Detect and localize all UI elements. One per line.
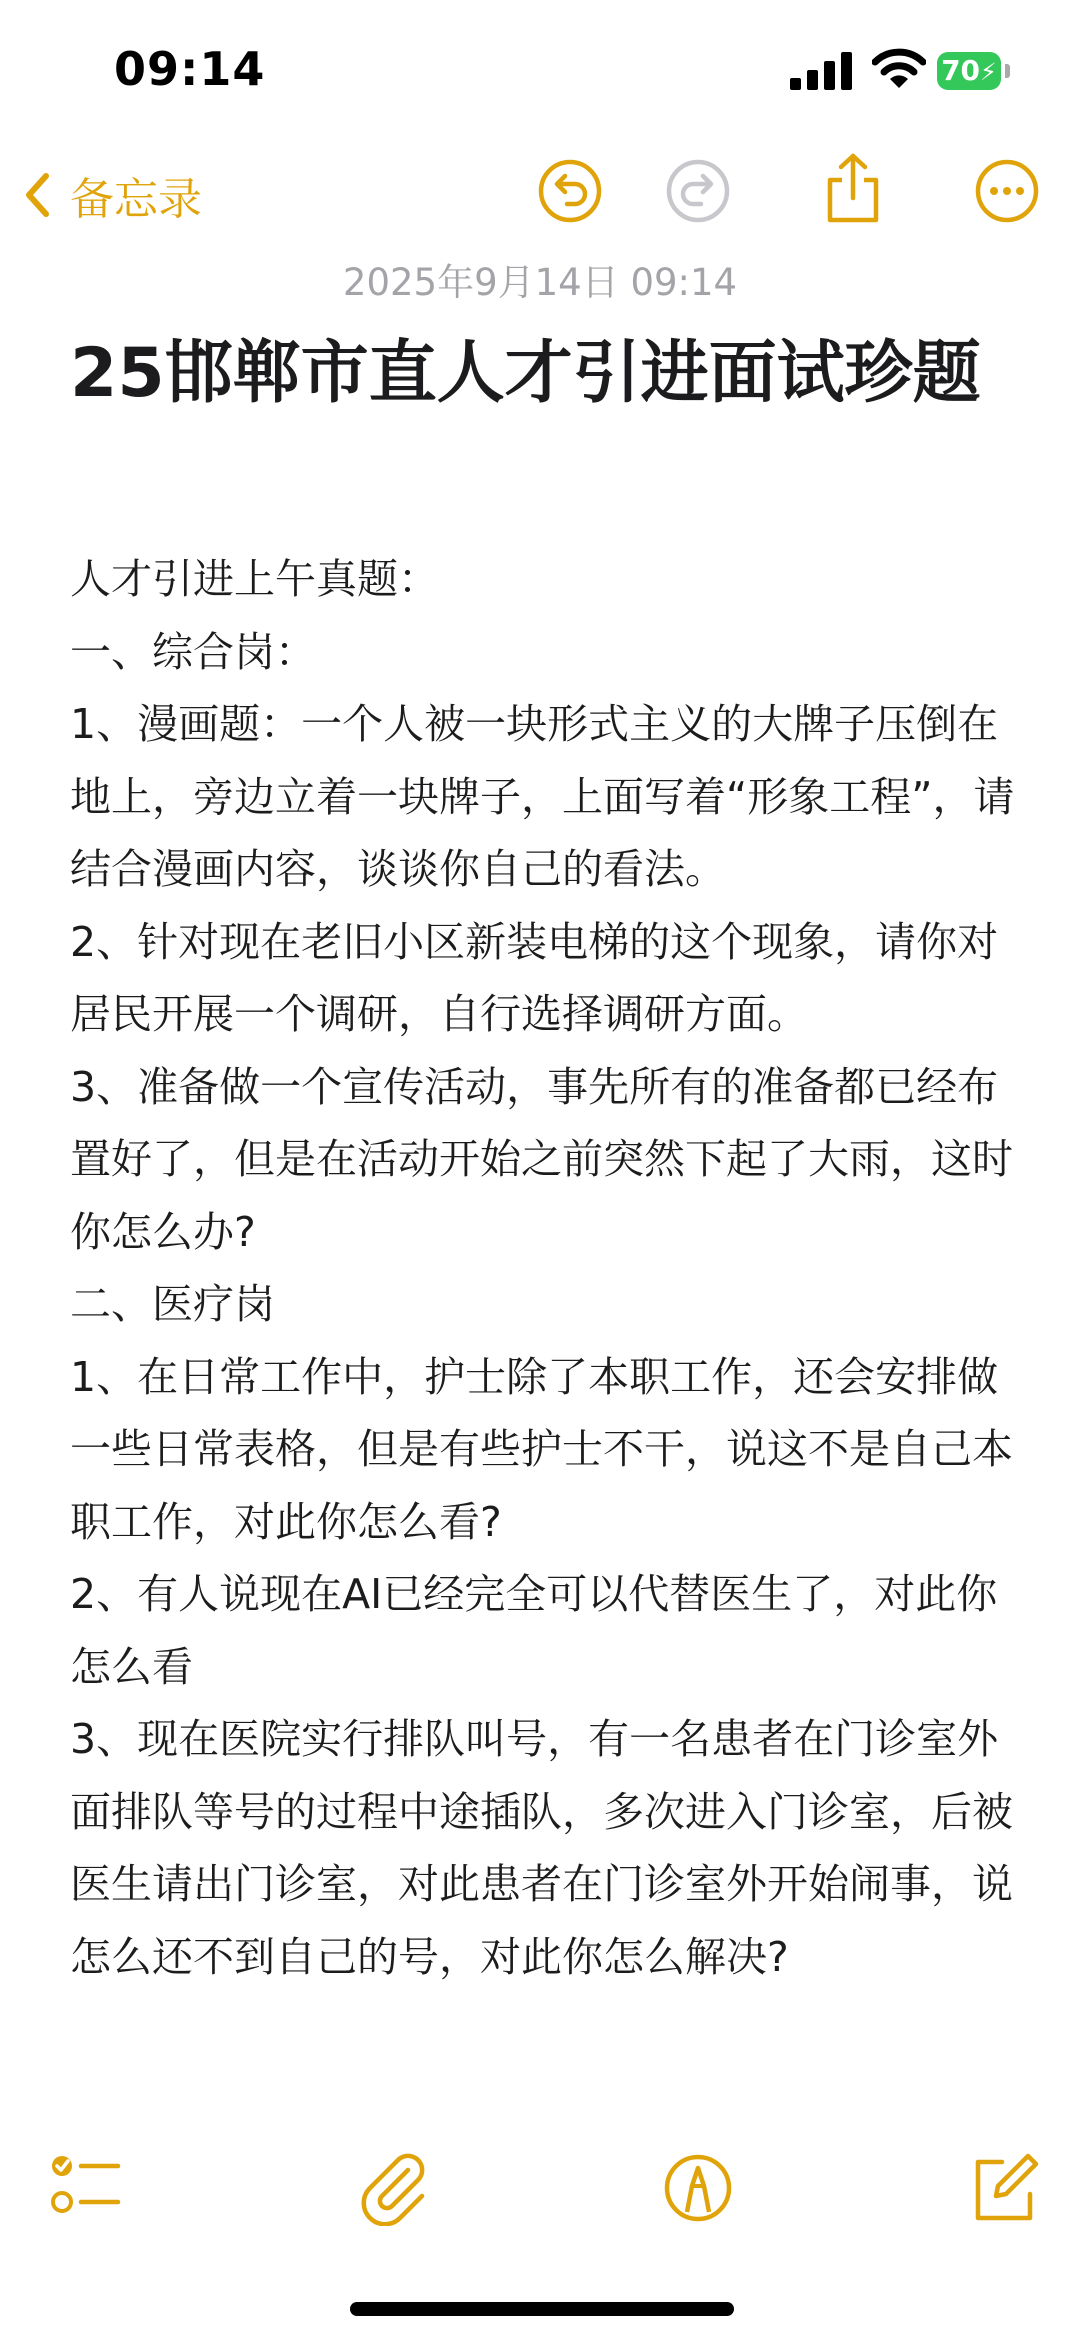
note-line: 二、医疗岗 — [70, 1280, 275, 1328]
attachment-icon[interactable] — [356, 2150, 432, 2226]
markup-icon[interactable] — [660, 2150, 736, 2226]
more-icon[interactable] — [974, 158, 1040, 224]
compose-icon[interactable] — [966, 2150, 1042, 2226]
redo-icon[interactable] — [665, 158, 731, 224]
nav-bar — [0, 150, 1080, 240]
checklist-icon[interactable] — [48, 2150, 124, 2226]
note-line: 2、有人说现在AI已经完全可以代替医生了，对此你怎么看 — [70, 1570, 998, 1691]
back-label: 备忘录 — [70, 174, 202, 225]
note-line: 3、现在医院实行排队叫号，有一名患者在门诊室外面排队等号的过程中途插队，多次进入门诊室，后被医生请出门诊室，对此患者在门诊室外开始闹事，说怎么还不到自己的号，对此你怎么解决? — [70, 1715, 1013, 1981]
note-date: 2025年9月14日 09:14 — [342, 261, 738, 304]
undo-icon[interactable] — [537, 158, 603, 224]
note-line: 3、准备做一个宣传活动，事先所有的准备都已经布置好了，但是在活动开始之前突然下起了大雨，这时你怎么办? — [70, 1062, 1013, 1256]
battery-indicator — [937, 52, 1001, 90]
battery-cap — [1005, 64, 1010, 78]
cellular-signal-icon — [790, 52, 854, 90]
note-line: 1、漫画题：一个人被一块形式主义的大牌子压倒在地上，旁边立着一块牌子，上面写着“形象工程”，请结合漫画内容，谈谈你自己的看法。 — [70, 700, 1015, 893]
wifi-icon — [872, 48, 926, 90]
chevron-left-icon — [24, 172, 50, 218]
status-time: 09:14 — [114, 42, 266, 96]
back-button[interactable] — [24, 160, 202, 230]
note-body[interactable] — [70, 543, 1020, 2143]
charging-bolt-icon: ⚡ — [980, 58, 997, 86]
note-line: 1、在日常工作中，护士除了本职工作，还会安排做一些日常表格，但是有些护士不干，说这不是自己本职工作，对此你怎么看? — [70, 1352, 1013, 1546]
note-line: 2、针对现在老旧小区新装电梯的这个现象，请你对居民开展一个调研，自行选择调研方面。 — [70, 917, 999, 1038]
share-icon[interactable] — [820, 152, 886, 224]
bottom-toolbar — [0, 2150, 1080, 2240]
battery-level: 70 — [941, 54, 981, 87]
home-indicator — [350, 2302, 734, 2316]
note-title[interactable]: 25邯郸市直人才引进面试珍题 — [70, 334, 981, 413]
status-bar — [0, 0, 1080, 140]
note-line: 人才引进上午真题： — [70, 555, 439, 603]
note-line: 一、综合岗： — [70, 627, 316, 676]
